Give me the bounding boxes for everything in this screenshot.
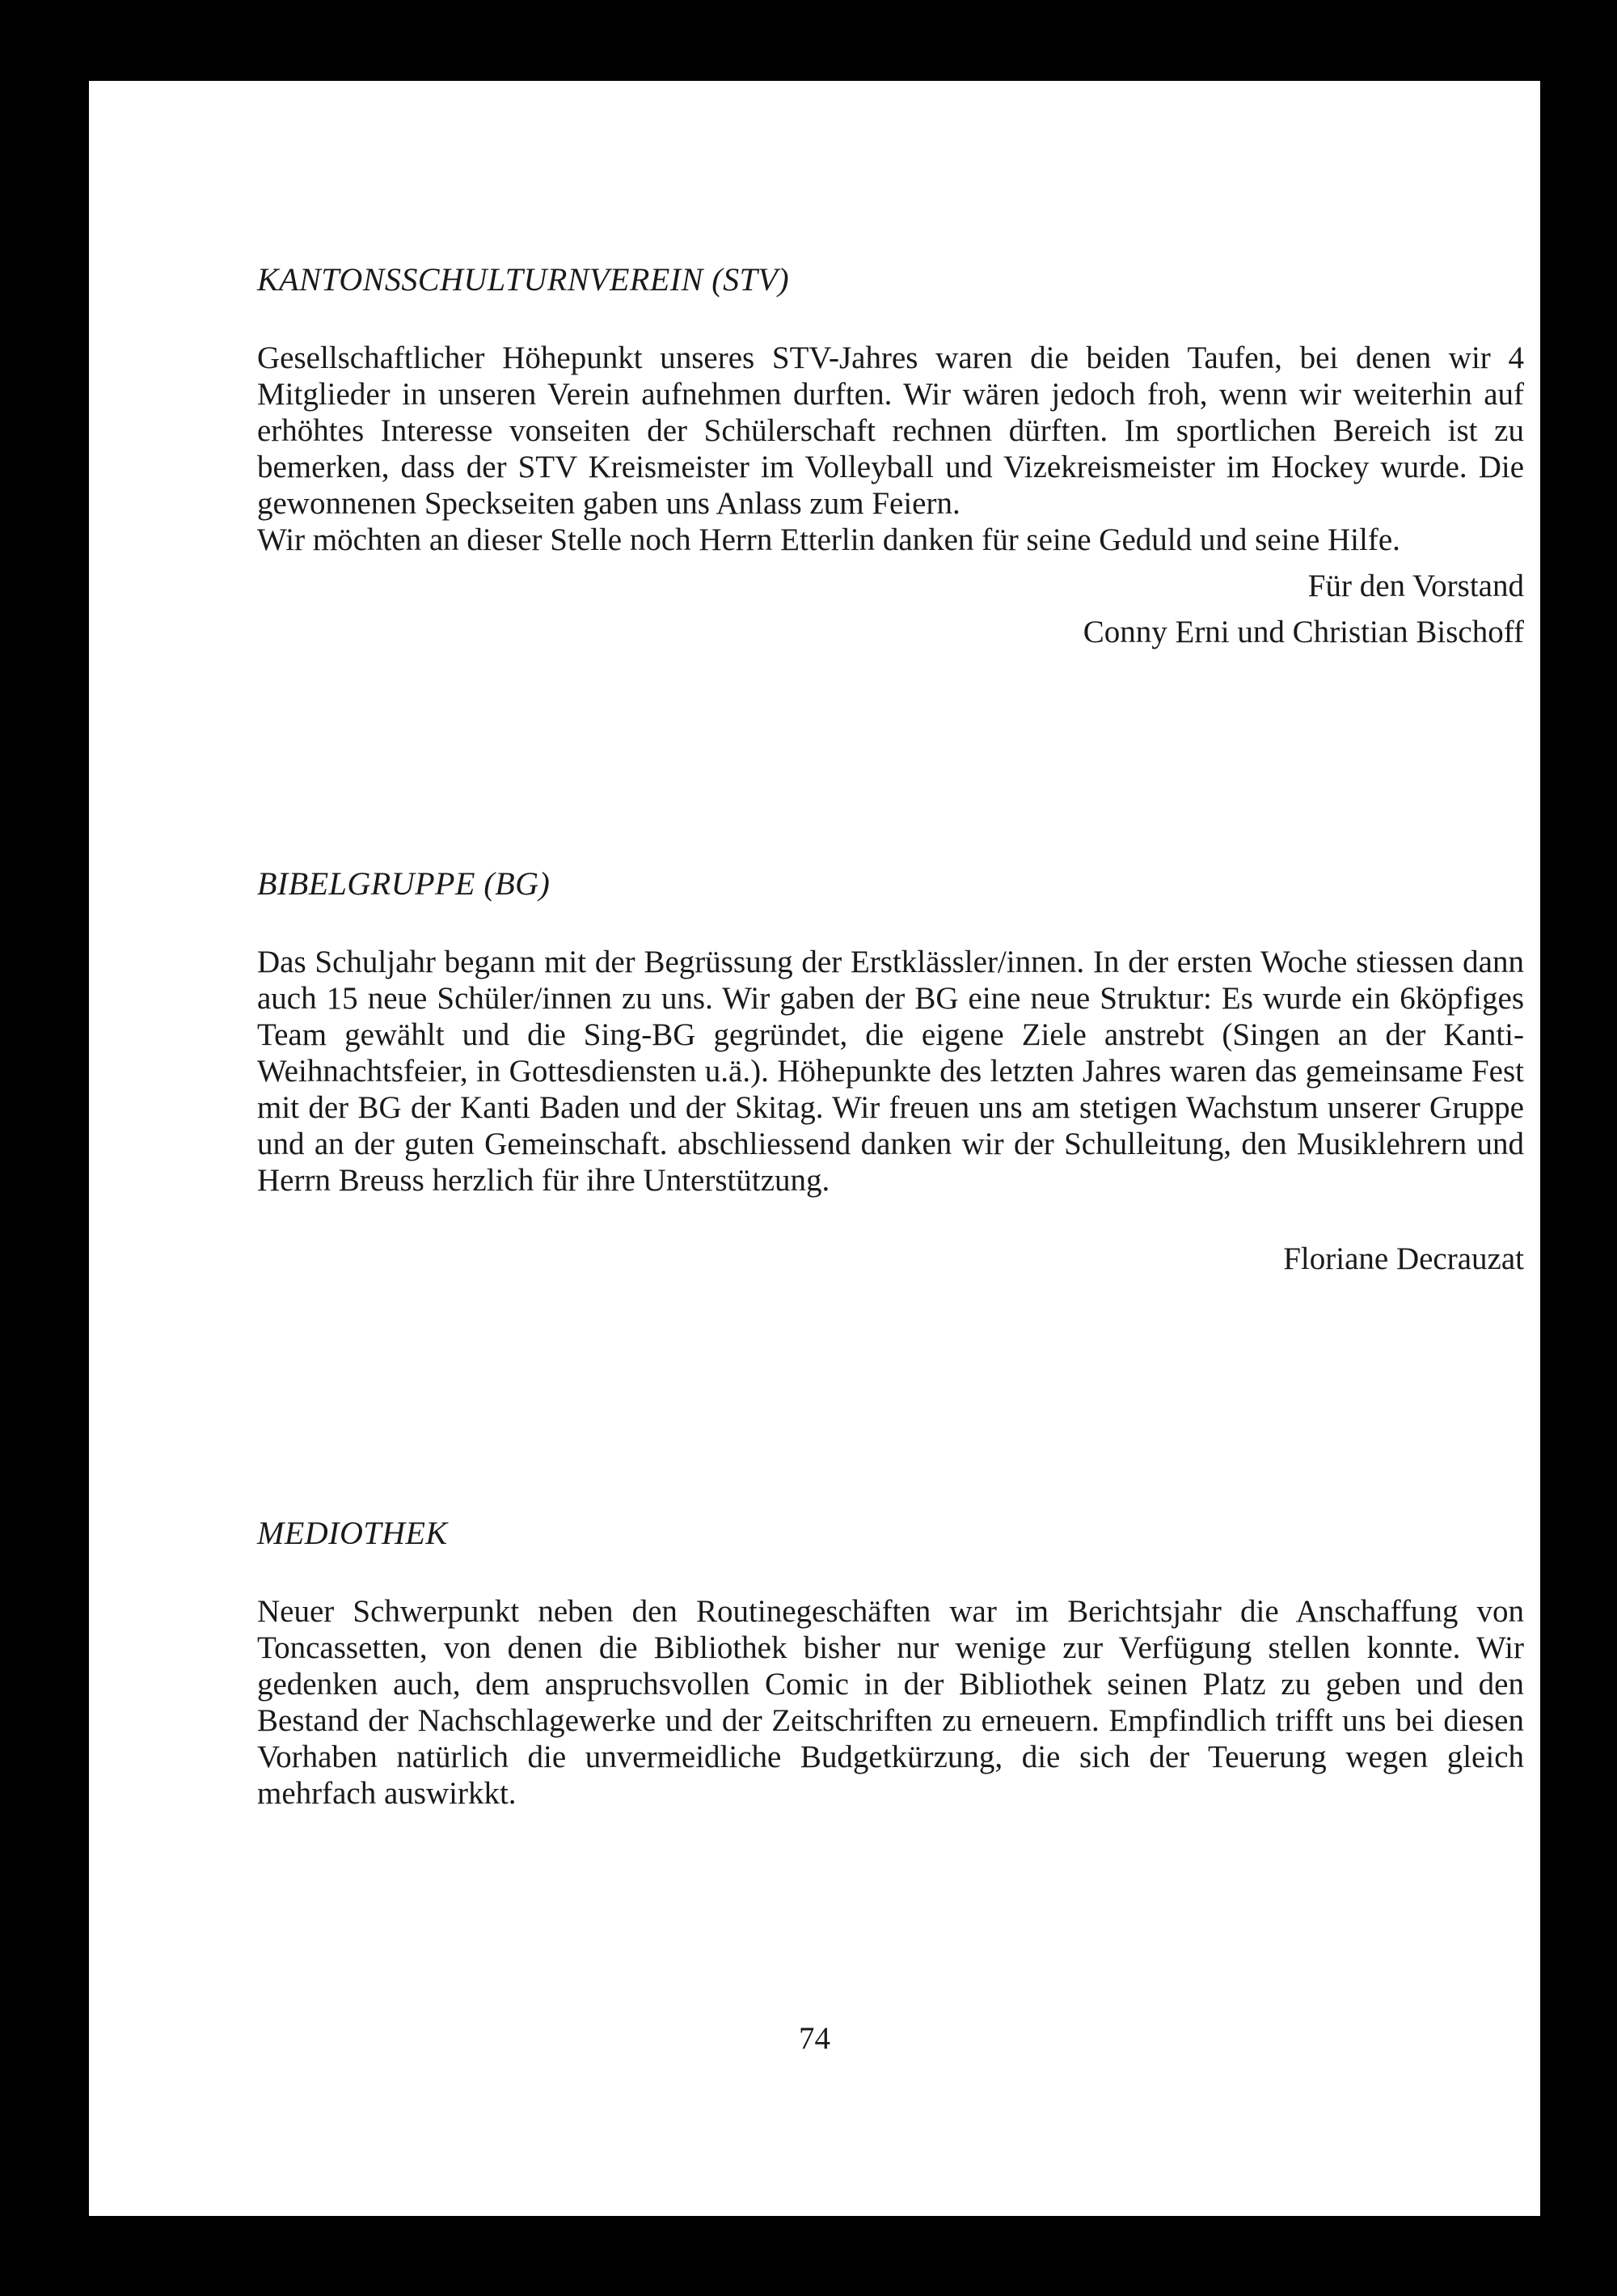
section-stv — [257, 257, 1524, 650]
section-body-stv — [257, 340, 1524, 558]
section-heading-bg: BIBELGRUPPE (BG) — [257, 865, 551, 902]
section-body-bg — [257, 944, 1524, 1199]
section-heading-stv: KANTONSSCHULTURNVEREIN (STV) — [257, 261, 790, 298]
section-bg — [257, 861, 1524, 1277]
section-heading-mediothek: MEDIOTHEK — [257, 1515, 448, 1551]
paragraph: Gesellschaftlicher Höhepunkt unseres STV-Jahres waren die beiden Taufen, bei denen wir 4 Mitglieder in unseren Verein aufnehmen durften. Wir wären jedoch froh, wenn wir weiterhin auf erhöhtes Interesse vonseiten der Schülerschaft rechnen dürften. Im sportlichen Bereich ist zu bemerken, dass der STV Kreismeister im Volleyball und Vizekreismeister im Hockey wurde. Die gewonnenen Speckseiten gaben uns Anlass zum Feiern. — [257, 340, 1524, 521]
section-body-mediothek — [257, 1593, 1524, 1812]
paragraph: Wir möchten an dieser Stelle noch Herrn Etterlin danken für seine Geduld und seine Hilfe. — [257, 522, 1400, 557]
signature-line: Für den Vorstand — [1307, 569, 1524, 603]
page-number: 74 — [799, 2021, 830, 2056]
section-mediothek — [257, 1511, 1524, 1812]
document-page — [89, 81, 1540, 2216]
signature-line: Floriane Decrauzat — [1283, 1241, 1524, 1276]
paragraph: Neuer Schwerpunkt neben den Routinegeschäften war im Berichtsjahr die Anschaffung von Toncassetten, von denen die Bibliothek bisher nur wenige zur Verfügung stellen konnte. Wir gedenken auch, dem anspruchsvollen Comic in der Bibliothek seinen Platz zu geben und den Bestand der Nachschlagewerke und der Zeitschriften zu erneuern. Empfindlich trifft uns bei diesen Vorhaben natürlich die unvermeidliche Budgetkürzung, die sich der Teuerung wegen gleich mehrfach auswirkkt. — [257, 1594, 1524, 1811]
signature-line: Conny Erni und Christian Bischoff — [1083, 615, 1524, 649]
paragraph: Das Schuljahr begann mit der Begrüssung der Erstklässler/innen. In der ersten Woche stiessen dann auch 15 neue Schüler/innen zu uns. Wir gaben der BG eine neue Struktur: Es wurde ein 6köpfiges Team gewählt und die Sing-BG gegründet, die eigene Ziele anstrebt (Singen an der Kanti-Weihnachtsfeier, in Gottesdiensten u.ä.). Höhepunkte des letzten Jahres waren das gemeinsame Fest mit der BG der Kanti Baden und der Skitag. Wir freuen uns am stetigen Wachstum unserer Gruppe und an der guten Gemeinschaft. abschliessend danken wir der Schulleitung, den Musiklehrern und Herrn Breuss herzlich für ihre Unterstützung. — [257, 945, 1524, 1198]
